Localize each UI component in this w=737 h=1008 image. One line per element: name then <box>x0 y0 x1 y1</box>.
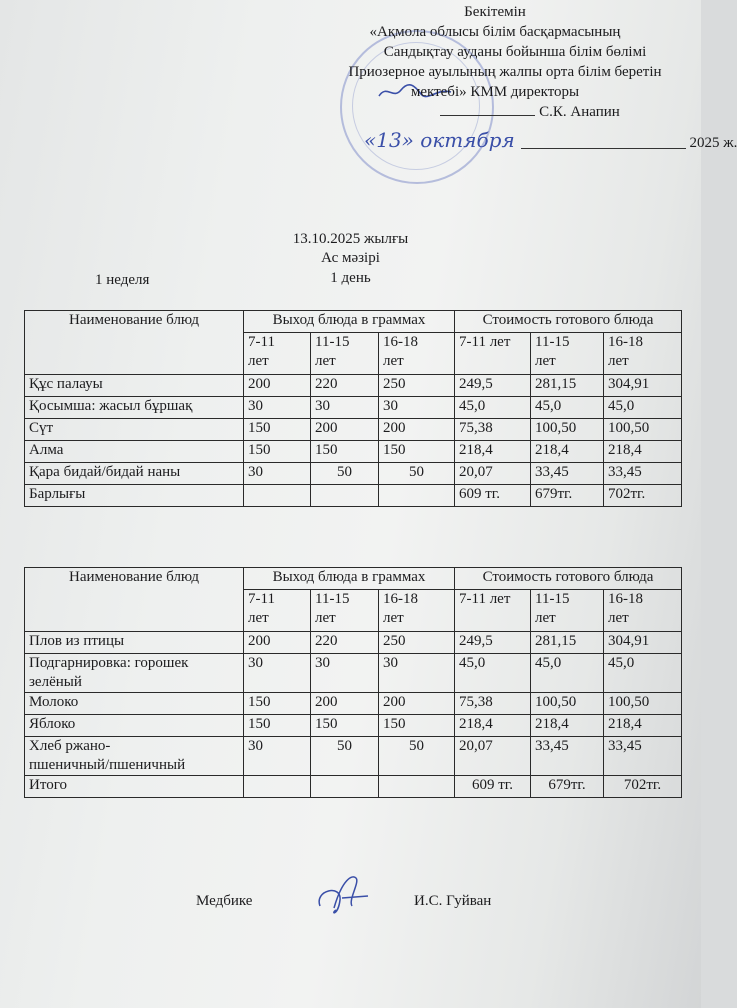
table-cell: Плов из птицы <box>25 632 244 654</box>
table-cell <box>311 776 379 798</box>
menu-table-kz <box>24 310 682 507</box>
table-cell: 75,38 <box>455 693 531 715</box>
table-cell <box>311 485 379 507</box>
table-cell: 679тг. <box>531 485 604 507</box>
table-cell: 249,5 <box>455 632 531 654</box>
table-cell: 200 <box>311 693 379 715</box>
table-cell: 220 <box>311 375 379 397</box>
table-total-row <box>25 485 682 507</box>
table-cell: 20,07 <box>455 463 531 485</box>
table-cell: 50 <box>379 463 455 485</box>
sub-header: 7-11 лет <box>455 590 531 632</box>
table-cell: 249,5 <box>455 375 531 397</box>
sub-header: 11-15 лет <box>531 333 604 375</box>
sub-header: 16-18 лет <box>379 590 455 632</box>
approval-block <box>300 2 690 122</box>
table-row <box>25 715 682 737</box>
table-cell: 45,0 <box>455 654 531 693</box>
col-cost-header: Стоимость готового блюда <box>455 311 682 333</box>
table-cell: 150 <box>379 715 455 737</box>
table-cell: Подгарнировка: горошек зелёный <box>25 654 244 693</box>
table-cell: 30 <box>311 397 379 419</box>
table-cell: Барлығы <box>25 485 244 507</box>
date-underline <box>521 148 686 149</box>
col-name-header: Наименование блюд <box>25 311 244 375</box>
table-cell: Қара бидай/бидай наны <box>25 463 244 485</box>
table-header-row <box>25 311 682 333</box>
table-cell: Алма <box>25 441 244 463</box>
table-cell: 30 <box>311 654 379 693</box>
table-cell: 218,4 <box>455 715 531 737</box>
table-cell: 200 <box>379 693 455 715</box>
table-cell: 702тг. <box>604 776 682 798</box>
table-cell: 218,4 <box>455 441 531 463</box>
table-cell: 30 <box>244 654 311 693</box>
table-cell <box>244 776 311 798</box>
table-cell: 50 <box>311 737 379 776</box>
table-cell: Сүт <box>25 419 244 441</box>
table-cell: 250 <box>379 632 455 654</box>
table-cell: 100,50 <box>531 419 604 441</box>
table-cell: 45,0 <box>531 397 604 419</box>
table-cell: Яблоко <box>25 715 244 737</box>
table-cell: 218,4 <box>604 715 682 737</box>
menu-date: 13.10.2025 жылғы <box>292 231 409 247</box>
table-cell: 609 тг. <box>455 485 531 507</box>
table-cell: Құс палауы <box>25 375 244 397</box>
table-cell: Хлеб ржано- пшеничный/пшеничный <box>25 737 244 776</box>
table-cell: 33,45 <box>531 463 604 485</box>
table-cell: 150 <box>244 715 311 737</box>
sub-header: 7-11 лет <box>244 590 311 632</box>
table-cell: 200 <box>379 419 455 441</box>
sub-header: 11-15 лет <box>311 333 379 375</box>
table-cell: 100,50 <box>604 419 682 441</box>
menu-table-ru <box>24 567 682 798</box>
nurse-name: И.С. Гуйван <box>414 893 492 909</box>
signature-underline <box>440 115 535 116</box>
table-row <box>25 419 682 441</box>
approval-date <box>364 128 737 152</box>
table-cell: 30 <box>244 463 311 485</box>
table-cell: 679тг. <box>531 776 604 798</box>
table-cell: Молоко <box>25 693 244 715</box>
approval-date-handwritten: «13» октября <box>364 128 515 152</box>
table-cell: 150 <box>311 715 379 737</box>
approval-line-2: Сандықтау ауданы бойынша білім бөлімі <box>383 44 647 60</box>
table-row <box>25 441 682 463</box>
table-cell: Итого <box>25 776 244 798</box>
menu-week: 1 неделя <box>95 272 150 288</box>
table-row <box>25 375 682 397</box>
nurse-signature <box>312 870 372 920</box>
table-cell: 218,4 <box>531 715 604 737</box>
table-cell: 200 <box>244 375 311 397</box>
table-total-row <box>25 776 682 798</box>
sub-header: 16-18 лет <box>604 333 682 375</box>
table-cell: 100,50 <box>604 693 682 715</box>
table-cell: 150 <box>379 441 455 463</box>
table-cell <box>379 485 455 507</box>
approval-title: Бекітемін <box>464 4 526 20</box>
sub-header: 7-11 лет <box>455 333 531 375</box>
table-cell: 30 <box>244 397 311 419</box>
table-cell: 45,0 <box>455 397 531 419</box>
table-cell <box>379 776 455 798</box>
table-header-row <box>25 568 682 590</box>
col-cost-header: Стоимость готового блюда <box>455 568 682 590</box>
table-cell: 30 <box>379 397 455 419</box>
col-name-header: Наименование блюд <box>25 568 244 632</box>
table-row <box>25 737 682 776</box>
table-cell: 150 <box>244 693 311 715</box>
sub-header: 16-18 лет <box>604 590 682 632</box>
table-row <box>25 693 682 715</box>
table-cell: 304,91 <box>604 375 682 397</box>
approval-line-1: «Ақмола облысы білім басқармасының <box>369 24 621 40</box>
approval-line-3: Приозерное ауылының жалпы орта білім беретін <box>348 64 662 80</box>
table-cell: 281,15 <box>531 375 604 397</box>
table-cell: 150 <box>244 441 311 463</box>
table-cell: 281,15 <box>531 632 604 654</box>
table-row <box>25 654 682 693</box>
table-cell: 218,4 <box>604 441 682 463</box>
table-row <box>25 463 682 485</box>
table-cell: Қосымша: жасыл бұршақ <box>25 397 244 419</box>
table-cell: 45,0 <box>531 654 604 693</box>
table-cell: 30 <box>379 654 455 693</box>
table-cell: 45,0 <box>604 654 682 693</box>
table-cell: 200 <box>311 419 379 441</box>
table-cell: 609 тг. <box>455 776 531 798</box>
approval-line-4: мектебі» КММ директоры <box>410 84 580 100</box>
sub-header: 11-15 лет <box>531 590 604 632</box>
table-cell: 50 <box>311 463 379 485</box>
table-cell: 50 <box>379 737 455 776</box>
sub-header: 11-15 лет <box>311 590 379 632</box>
table-cell: 220 <box>311 632 379 654</box>
table-cell: 150 <box>311 441 379 463</box>
table-cell: 200 <box>244 632 311 654</box>
table-cell: 75,38 <box>455 419 531 441</box>
sub-header: 7-11 лет <box>244 333 311 375</box>
table-row <box>25 397 682 419</box>
table-cell: 20,07 <box>455 737 531 776</box>
sub-header: 16-18 лет <box>379 333 455 375</box>
approval-year: 2025 ж. <box>689 135 737 151</box>
menu-title: Ас мәзірі <box>321 250 380 266</box>
table-cell: 702тг. <box>604 485 682 507</box>
nurse-role: Медбике <box>196 893 253 909</box>
approval-signature-line <box>300 102 690 122</box>
table-cell: 150 <box>244 419 311 441</box>
table-cell: 45,0 <box>604 397 682 419</box>
col-yield-header: Выход блюда в граммах <box>244 568 455 590</box>
approval-signer: С.К. Анапин <box>539 104 620 120</box>
table-cell <box>244 485 311 507</box>
table-cell: 304,91 <box>604 632 682 654</box>
table-cell: 33,45 <box>604 737 682 776</box>
table-cell: 33,45 <box>604 463 682 485</box>
table-cell: 30 <box>244 737 311 776</box>
col-yield-header: Выход блюда в граммах <box>244 311 455 333</box>
table-cell: 100,50 <box>531 693 604 715</box>
table-cell: 250 <box>379 375 455 397</box>
table-row <box>25 632 682 654</box>
menu-day: 1 день <box>330 270 371 286</box>
table-cell: 33,45 <box>531 737 604 776</box>
table-cell: 218,4 <box>531 441 604 463</box>
